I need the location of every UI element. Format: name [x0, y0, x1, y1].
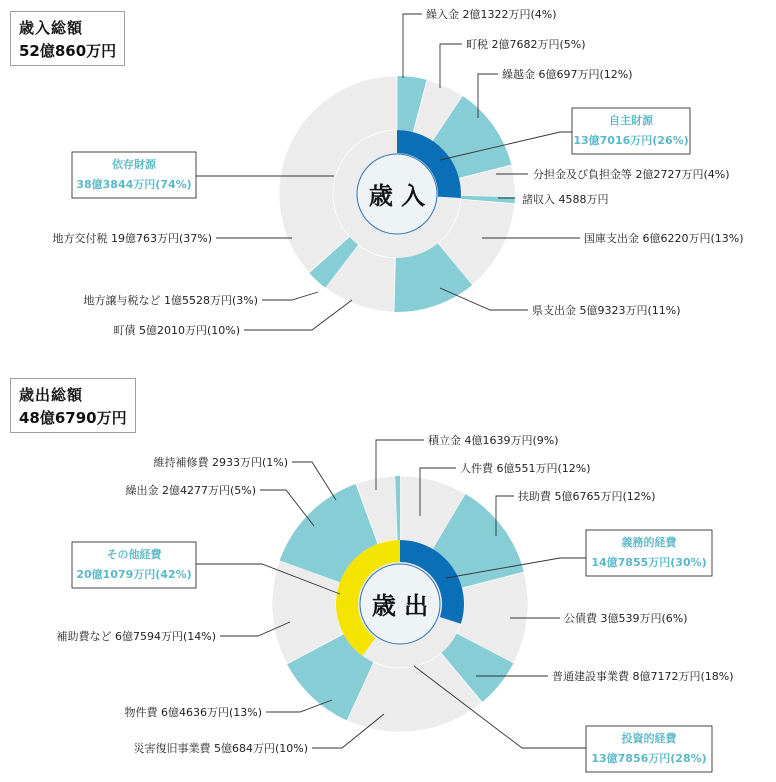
label-rev-1: 町税 2億7682万円(5%)	[466, 38, 586, 51]
revenue-total-value: 52億860万円	[19, 42, 117, 60]
label-exp-2: 扶助費 5億6765万円(12%)	[518, 490, 656, 503]
revenue-group-1-value: 38億3844万円(74%)	[76, 178, 192, 191]
expenditure-group-1-value: 13億7856万円(28%)	[591, 752, 707, 765]
revenue-group-0-title: 自主財源	[609, 114, 653, 127]
label-exp-3: 公債費 3億539万円(6%)	[564, 612, 688, 625]
expenditure-center-label: 歳 出	[371, 592, 429, 620]
label-rev-8: 地方譲与税など 1億5528万円(3%)	[83, 294, 258, 307]
leader-rev-0	[403, 14, 422, 78]
expenditure-group-1-title: 投資的経費	[621, 732, 677, 745]
label-exp-6: 物件費 6億4636万円(13%)	[124, 706, 262, 719]
label-rev-0: 繰入金 2億1322万円(4%)	[426, 8, 557, 21]
leader-rev-7	[244, 300, 352, 330]
label-exp-0: 積立金 4億1639万円(9%)	[428, 434, 559, 447]
revenue-total-title: 歳入総額	[19, 19, 84, 37]
label-exp-7: 補助費など 6億7594万円(14%)	[56, 630, 216, 643]
label-rev-5: 国庫支出金 6億6220万円(13%)	[584, 232, 744, 245]
leader-exp-9	[292, 462, 336, 500]
label-exp-5: 災害復旧事業費 5億684万円(10%)	[133, 742, 308, 755]
label-rev-7: 町債 5億2010万円(10%)	[113, 324, 240, 337]
expenditure-total-title: 歳出総額	[19, 386, 84, 404]
label-exp-4: 普通建設事業費 8億7172万円(18%)	[552, 670, 734, 683]
expenditure-total-value: 48億6790万円	[19, 409, 127, 427]
expenditure-group-0-title: 義務的経費	[621, 536, 677, 549]
leader-rev-8	[262, 292, 318, 300]
label-rev-3: 分担金及び負担金等 2億2727万円(4%)	[533, 168, 730, 181]
label-exp-9: 維持補修費 2933万円(1%)	[153, 456, 288, 469]
label-rev-9: 地方交付税 19億763万円(37%)	[52, 232, 212, 245]
revenue-group-0-value: 13億7016万円(26%)	[573, 134, 689, 147]
leader-rev-1	[440, 44, 462, 88]
label-rev-6: 県支出金 5億9323万円(11%)	[532, 304, 681, 317]
expenditure-group-2-value: 20億1079万円(42%)	[76, 568, 192, 581]
revenue-group-1-title: 依存財源	[112, 158, 156, 171]
label-exp-8: 繰出金 2億4277万円(5%)	[125, 484, 256, 497]
revenue-center-label: 歳 入	[368, 182, 426, 210]
expenditure-group-0-value: 14億7855万円(30%)	[591, 556, 707, 569]
label-rev-4: 諸収入 4588万円	[522, 193, 609, 206]
label-rev-2: 繰越金 6億697万円(12%)	[502, 68, 633, 81]
label-exp-1: 人件費 6億551万円(12%)	[460, 462, 591, 475]
expenditure-group-2-title: その他経費	[106, 548, 162, 561]
